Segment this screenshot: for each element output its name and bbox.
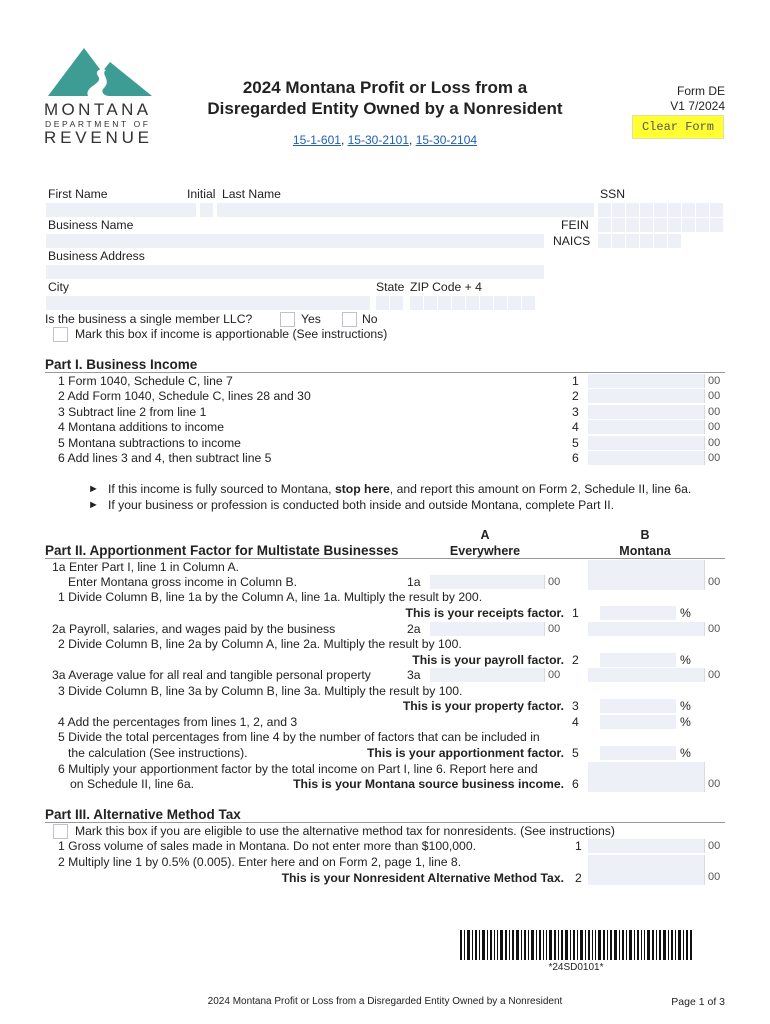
ssn-cell (682, 203, 695, 217)
part1-title: Part I. Business Income (45, 357, 198, 372)
part1-note1-post: , and report this amount on Form 2, Schedule II, line 6a. (389, 482, 692, 496)
part1-line2-num: 2 (572, 389, 579, 403)
part1-line6-num: 6 (572, 451, 579, 465)
statute-link-2[interactable]: 15-30-2101 (347, 133, 410, 147)
naics-label: NAICS (553, 234, 591, 248)
p2-line5-text-a: 5 Divide the total percentages from line 4 by the number of factors that can be included in (58, 730, 540, 744)
initial-label: Initial (187, 187, 216, 201)
footer-title: 2024 Montana Profit or Loss from a Disregarded Entity Owned by a Nonresident (207, 996, 563, 1007)
ssn-cell (626, 203, 639, 217)
form-version: V1 7/2024 (670, 99, 725, 113)
part1-line4-amount[interactable] (588, 420, 705, 434)
p2-line5-num: 5 (572, 746, 579, 760)
p2-line1a-col-b[interactable] (588, 560, 705, 590)
part1-line6-amount[interactable] (588, 451, 705, 465)
p2-line4-num: 4 (572, 715, 579, 729)
ssn-cell (710, 203, 723, 217)
col-a-letter: A (480, 528, 490, 542)
form-title-line1: 2024 Montana Profit or Loss from a (242, 78, 528, 97)
city-field[interactable] (46, 296, 370, 310)
apportionable-label: Mark this box if income is apportionable (See instructions) (75, 327, 388, 341)
p2-line6-text-a: 6 Multiply your apportionment factor by the total income on Part I, line 6. Report here and (58, 762, 538, 776)
ssn-cell (654, 203, 667, 217)
p2-line6-bold: This is your Montana source business income. (293, 777, 564, 791)
part1-note1-bold: stop here (334, 482, 390, 496)
p2-line2a-col-b-cents: 00 (708, 623, 721, 635)
p2-line2a-col-a-cents: 00 (548, 623, 561, 635)
part1-divider (45, 372, 725, 373)
part1-line1-cents: 00 (708, 375, 721, 387)
part1-line5-num: 5 (572, 436, 579, 450)
part2-title: Part II. Apportionment Factor for Multistate Businesses (45, 543, 399, 558)
business-name-label: Business Name (48, 218, 134, 232)
fein-cell (668, 218, 681, 232)
page-number: Page 1 of 3 (671, 996, 725, 1008)
state-cell (376, 296, 389, 310)
part1-line4-cents: 00 (708, 421, 721, 433)
part1-line1-amount[interactable] (588, 374, 705, 388)
alt-method-label: Mark this box if you are eligible to use the alternative method tax for nonresidents. (See instructions) (75, 824, 615, 838)
part1-line5-text: 5 Montana subtractions to income (58, 436, 241, 450)
p2-line1a-num: 1a (407, 575, 421, 589)
part1-line3-num: 3 (572, 405, 579, 419)
mountain-logo-icon (44, 46, 156, 98)
p3-line2-num: 2 (575, 871, 582, 885)
zip-cell (466, 296, 479, 310)
p2-line3-bold: This is your property factor. (402, 699, 564, 713)
naics-cell (598, 234, 611, 248)
apportionable-checkbox[interactable] (53, 327, 68, 342)
p2-line4-pct: % (680, 715, 691, 729)
state-label: State (376, 280, 405, 294)
p2-line5-pct: % (680, 746, 691, 760)
p2-line3-num: 3 (572, 699, 579, 713)
logo-line-revenue: REVENUE (44, 128, 153, 147)
naics-cell (626, 234, 639, 248)
fein-cell (696, 218, 709, 232)
naics-field[interactable] (598, 234, 682, 248)
p2-line5-text-b: the calculation (See instructions). (68, 746, 248, 760)
p2-line2-text: 2 Divide Column B, line 2a by Column A, line 2a. Multiply the result by 100. (58, 637, 462, 651)
llc-yes-checkbox[interactable] (280, 312, 295, 327)
state-field[interactable] (376, 296, 406, 310)
barcode-text: *24SD0101* (548, 962, 604, 973)
p3-line2-bold: This is your Nonresident Alternative Method Tax. (281, 871, 564, 885)
part1-note1 (108, 482, 691, 496)
fein-field[interactable] (598, 218, 724, 232)
p2-line3-pct: % (680, 699, 691, 713)
zip-label: ZIP Code + 4 (410, 280, 482, 294)
ssn-field[interactable] (598, 203, 724, 217)
ssn-cell (696, 203, 709, 217)
p2-line3a-col-a[interactable] (430, 668, 545, 682)
p2-line3a-col-a-cents: 00 (548, 669, 561, 681)
alt-method-checkbox[interactable] (53, 824, 68, 839)
p2-line3-pct-field[interactable] (600, 699, 676, 713)
zip-cell (522, 296, 535, 310)
p2-line6-text-b: on Schedule II, line 6a. (70, 777, 194, 791)
p2-line1a-col-a-cents: 00 (548, 576, 561, 588)
business-address-field[interactable] (46, 265, 544, 279)
p2-line1-num: 1 (572, 606, 579, 620)
p2-line2a-col-b[interactable] (588, 622, 705, 636)
zip-cell (410, 296, 423, 310)
part1-line2-text: 2 Add Form 1040, Schedule C, lines 28 and 30 (58, 389, 311, 403)
clear-form-button[interactable]: Clear Form (632, 115, 724, 139)
part1-line3-text: 3 Subtract line 2 from line 1 (58, 405, 207, 419)
p2-line6-cents: 00 (708, 778, 721, 790)
initial-field[interactable] (200, 203, 213, 217)
p2-line3a-text: 3a Average value for all real and tangible personal property (52, 668, 371, 682)
p3-line2-text: 2 Multiply line 1 by 0.5% (0.005). Enter here and on Form 2, page 1, line 8. (58, 855, 462, 869)
part3-title: Part III. Alternative Method Tax (45, 807, 241, 822)
part1-line1-text: 1 Form 1040, Schedule C, line 7 (58, 374, 233, 388)
p2-line2-pct: % (680, 653, 691, 667)
state-cell (390, 296, 403, 310)
col-b-letter: B (640, 528, 650, 542)
llc-no-checkbox[interactable] (342, 312, 357, 327)
part1-note1-pre: If this income is fully sourced to Montana, (108, 482, 335, 496)
p2-line5-bold: This is your apportionment factor. (366, 746, 564, 760)
city-label: City (48, 280, 69, 294)
p2-line5-pct-field[interactable] (600, 746, 676, 760)
p2-line1-pct-field[interactable] (600, 606, 676, 620)
part1-note2: If your business or profession is conducted both inside and outside Montana, complete Part II. (108, 498, 615, 512)
part1-line5-amount[interactable] (588, 436, 705, 450)
col-a-label: Everywhere (449, 544, 521, 558)
zip-cell (452, 296, 465, 310)
fein-cell (612, 218, 625, 232)
fein-cell (598, 218, 611, 232)
naics-cell (612, 234, 625, 248)
p2-line1-text: 1 Divide Column B, line 1a by the Column A, line 1a. Multiply the result by 200. (58, 590, 483, 604)
p2-line6-amount[interactable] (588, 762, 705, 792)
p3-line2-amount[interactable] (588, 855, 705, 885)
business-address-label: Business Address (48, 249, 145, 263)
p2-line3a-col-b[interactable] (588, 668, 705, 682)
llc-no-label: No (362, 312, 378, 326)
zip-cell (424, 296, 437, 310)
zip-cell (438, 296, 451, 310)
part1-line4-text: 4 Montana additions to income (58, 420, 224, 434)
p2-line1a-col-b-cents: 00 (708, 576, 721, 588)
statute-link-3[interactable]: 15-30-2104 (415, 133, 478, 147)
part1-line2-amount[interactable] (588, 389, 705, 403)
part3-divider (45, 822, 725, 823)
first-name-field[interactable] (46, 203, 196, 217)
col-b-label: Montana (619, 544, 671, 558)
p2-line2-num: 2 (572, 653, 579, 667)
p2-line1a-text-a: 1a Enter Part I, line 1 in Column A. (52, 560, 239, 574)
ssn-cell (598, 203, 611, 217)
p2-line2-pct-field[interactable] (600, 653, 676, 667)
p2-line3a-num: 3a (407, 668, 421, 682)
naics-cell (640, 234, 653, 248)
naics-cell (654, 234, 667, 248)
statute-link-1[interactable]: 15-1-601 (292, 133, 341, 147)
fein-cell (626, 218, 639, 232)
fein-cell (710, 218, 723, 232)
part1-line6-cents: 00 (708, 452, 721, 464)
part1-line4-num: 4 (572, 420, 579, 434)
p2-line2a-text: 2a Payroll, salaries, and wages paid by the business (52, 622, 336, 636)
p2-line4-pct-field[interactable] (600, 715, 676, 729)
p3-line1-cents: 00 (708, 840, 721, 852)
p3-line2-cents: 00 (708, 871, 721, 883)
arrow-icon: ► (88, 483, 99, 495)
barcode-icon (460, 930, 692, 960)
p2-line1-bold: This is your receipts factor. (405, 606, 564, 620)
p2-line1a-col-a[interactable] (430, 575, 545, 589)
p2-line2a-col-a[interactable] (430, 622, 545, 636)
part1-line3-cents: 00 (708, 406, 721, 418)
arrow-icon: ► (88, 499, 99, 511)
part1-line3-amount[interactable] (588, 405, 705, 419)
last-name-field[interactable] (217, 203, 594, 217)
p2-line2a-num: 2a (407, 622, 421, 636)
logo-line-montana: MONTANA (44, 100, 152, 119)
ssn-cell (612, 203, 625, 217)
llc-question: Is the business a single member LLC? (45, 312, 253, 326)
zip-cell (508, 296, 521, 310)
ssn-cell (668, 203, 681, 217)
part1-line1-num: 1 (572, 374, 579, 388)
p3-line1-num: 1 (575, 839, 582, 853)
naics-cell (668, 234, 681, 248)
montana-dor-logo (44, 46, 156, 146)
form-id: Form DE (677, 84, 725, 98)
p2-line1-pct: % (680, 606, 691, 620)
p3-line1-text: 1 Gross volume of sales made in Montana. Do not enter more than $100,000. (58, 839, 476, 853)
zip-field[interactable] (410, 296, 540, 310)
p2-line6-num: 6 (572, 777, 579, 791)
part1-line6-text: 6 Add lines 3 and 4, then subtract line 5 (58, 451, 272, 465)
p2-line2-bold: This is your payroll factor. (412, 653, 564, 667)
first-name-label: First Name (48, 187, 108, 201)
ssn-label: SSN (600, 187, 626, 201)
logo-line-department: DEPARTMENT OF (45, 119, 151, 129)
zip-cell (494, 296, 507, 310)
last-name-label: Last Name (222, 187, 281, 201)
p2-line1a-text-b: Enter Montana gross income in Column B. (68, 575, 297, 589)
statute-links: 15-1-601, 15-30-2101, 15-30-2104 (292, 133, 478, 147)
fein-label: FEIN (561, 218, 589, 232)
form-title-line2: Disregarded Entity Owned by a Nonresident (207, 99, 563, 118)
part1-line5-cents: 00 (708, 437, 721, 449)
fein-cell (682, 218, 695, 232)
p2-line3-text: 3 Divide Column B, line 3a by Column B, line 3a. Multiply the result by 100. (58, 684, 463, 698)
p3-line1-amount[interactable] (588, 839, 705, 853)
fein-cell (654, 218, 667, 232)
business-name-field[interactable] (46, 234, 544, 248)
part2-divider (45, 558, 725, 559)
p2-line4-text: 4 Add the percentages from lines 1, 2, and 3 (58, 715, 298, 729)
part1-line2-cents: 00 (708, 390, 721, 402)
fein-cell (640, 218, 653, 232)
ssn-cell (640, 203, 653, 217)
p2-line3a-col-b-cents: 00 (708, 669, 721, 681)
zip-cell (480, 296, 493, 310)
llc-yes-label: Yes (301, 312, 321, 326)
